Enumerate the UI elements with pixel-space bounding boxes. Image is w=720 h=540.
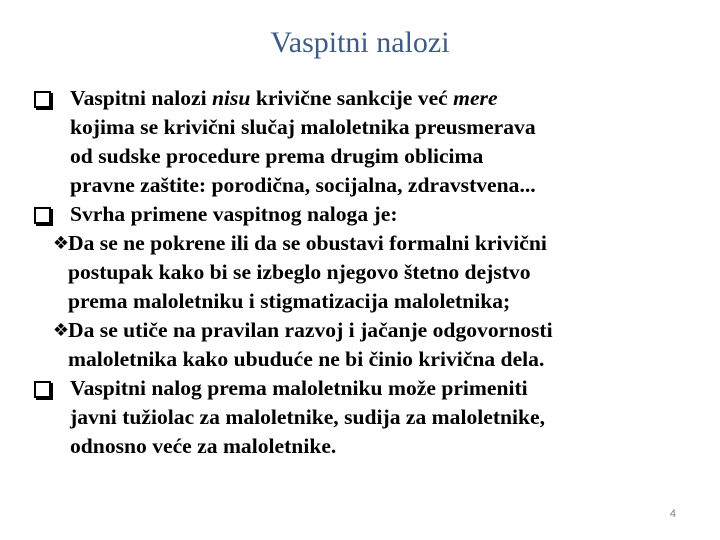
slide-title: Vaspitni nalozi [270, 26, 450, 59]
list-item: Vaspitni nalozi nisu krivične sankcije već mere kojima se krivični slučaj maloletnika preusmerava od sudske procedure prema drugim oblicima pravne zaštite: porodična, socijalna, zdravstvena... [30, 84, 702, 200]
sub-list-item: ❖ Da se ne pokrene ili da se obustavi formalni krivični postupak kako bi se izbeglo njegovo štetno dejstvo prema maloletniku i stigmatizacija maloletnika; [30, 229, 702, 316]
square-bullet-icon [34, 381, 51, 398]
list-item: Svrha primene vaspitnog naloga je: [30, 200, 702, 229]
square-bullet-icon [34, 91, 51, 108]
diamond-bullet-icon: ❖ [52, 233, 70, 254]
square-bullet-icon [34, 207, 51, 224]
page-number: 4 [669, 508, 676, 520]
diamond-bullet-icon: ❖ [52, 320, 70, 341]
sub-list-item: ❖ Da se utiče na pravilan razvoj i jačanje odgovornosti maloletnika kako ubuduće ne bi činio krivična dela. [30, 316, 702, 374]
slide-body [30, 84, 702, 461]
list-item: Vaspitni nalog prema maloletniku može primeniti javni tužiolac za maloletnike, sudija za maloletnike, odnosno veće za maloletnike. [30, 374, 702, 461]
